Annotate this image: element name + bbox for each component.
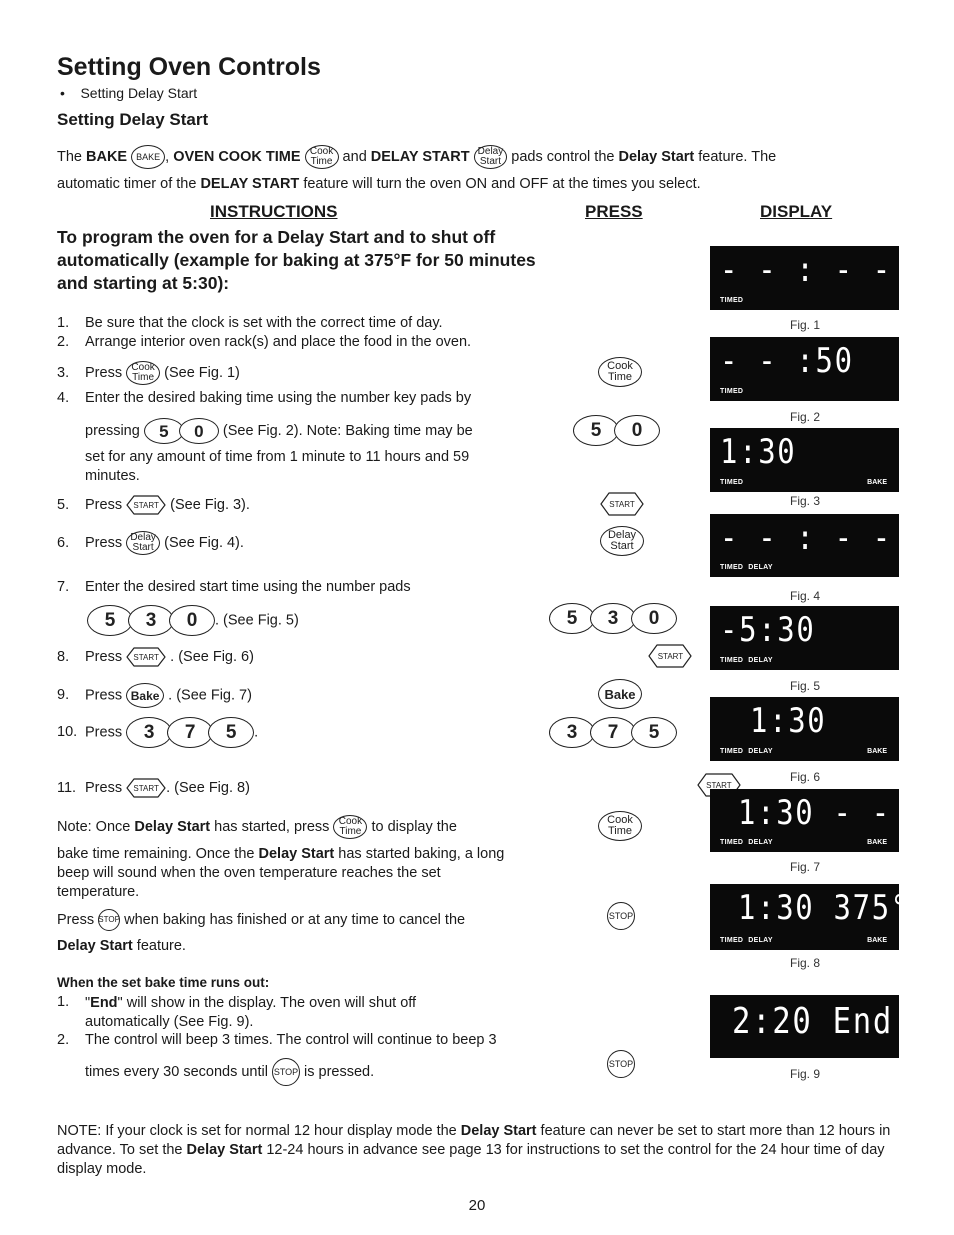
- digit-3-pad: 3: [128, 605, 174, 636]
- program-heading: To program the oven for a Delay Start and to shut off automatically (example for baking at 375°F for 50 minutes and starting at 5:30):: [57, 227, 536, 293]
- press-bake-pad: Bake: [598, 679, 642, 709]
- step-5: 5. Press START (See Fig. 3).: [57, 494, 250, 516]
- press-stop-pad: STOP: [607, 902, 635, 930]
- fig-caption: Fig. 9: [790, 1067, 821, 1081]
- digit-0-pad: 0: [631, 603, 677, 634]
- press-cook-time-pad: Cook Time: [598, 357, 642, 387]
- stop-note-line: Press STOP when baking has finished or at any time to cancel the: [57, 909, 465, 931]
- cook-time-pad-icon: Cook Time: [333, 815, 367, 839]
- step-4-pressing: pressing 5 0 (See Fig. 2). Note: Baking time may be: [85, 418, 473, 444]
- oven-display-fig2: - - :50 TIMED: [710, 337, 899, 401]
- digit-0-pad: 0: [614, 415, 660, 446]
- digit-0-pad: 0: [179, 418, 219, 444]
- fig-caption: Fig. 4: [790, 589, 821, 603]
- fig-caption: Fig. 5: [790, 679, 821, 693]
- step-9: 9. Press Bake . (See Fig. 7): [57, 683, 252, 708]
- digit-0-pad: 0: [169, 605, 215, 636]
- step-8: 8. Press START . (See Fig. 6): [57, 646, 254, 668]
- oven-display-fig9: 2:20 End: [710, 995, 899, 1058]
- fig-caption: Fig. 2: [790, 410, 821, 424]
- digit-3-pad: 3: [590, 603, 636, 634]
- cook-time-pad-icon: Cook Time: [305, 145, 339, 169]
- press-delay-start-pad: Delay Start: [600, 526, 644, 556]
- fig-caption: Fig. 6: [790, 770, 821, 784]
- press-stop-pad: STOP: [607, 1050, 635, 1078]
- oven-display-fig5: -5:30 TIMED DELAY: [710, 606, 899, 670]
- step-11: 11. Press START . (See Fig. 8): [57, 777, 250, 799]
- press-digits-50: [573, 415, 660, 446]
- digit-7-pad: 7: [590, 717, 636, 748]
- digit-5-pad: 5: [208, 717, 254, 748]
- step-6: 6. Press Delay Start (See Fig. 4).: [57, 532, 244, 553]
- note-once-line: Note: Once Delay Start has started, press Cook Time to display the: [57, 816, 457, 837]
- step-3: 3. Press Cook Time (See Fig. 1): [57, 362, 240, 383]
- runs-out-item-1-text: "End" will show in the display. The oven will shut off automatically (See Fig. 9).: [85, 995, 417, 1030]
- digit-3-pad: 3: [126, 717, 172, 748]
- runs-out-item-2: 2. The control will beep 3 times. The control will continue to beep 3: [57, 1032, 497, 1048]
- bottom-note: NOTE: If your clock is set for normal 12 hour display mode the Delay Start feature can never be set to start more than 12 hours in advance. To set the Delay Start 12-24 hours in advance see page 13 for instructions to set the control for the 24 hour time of day display mode.: [57, 1123, 891, 1177]
- fig-caption: Fig. 3: [790, 494, 821, 508]
- digit-5-pad: 5: [87, 605, 133, 636]
- stop-pad-icon: STOP: [98, 909, 120, 931]
- press-start-pad: START: [600, 491, 644, 517]
- fig-caption: Fig. 8: [790, 956, 821, 970]
- delay-start-pad-icon: Delay Start: [474, 145, 508, 169]
- bake-pad-icon: Bake: [126, 683, 164, 708]
- runs-out-item-2-cont: times every 30 seconds until STOP is pressed.: [85, 1058, 374, 1086]
- step-4: 4. Enter the desired baking time using the number key pads by: [57, 390, 472, 406]
- step-1: 1. Be sure that the clock is set with the correct time of day.: [57, 315, 443, 331]
- display-header: DISPLAY: [760, 202, 833, 221]
- start-pad-icon: START: [126, 777, 166, 799]
- digit-5-pad: 5: [549, 603, 595, 634]
- press-digits-530: [549, 603, 677, 634]
- oven-display-fig8: 1:30 375° TIMED DELAY BAKE: [710, 884, 899, 950]
- oven-display-fig3: 1:30 TIMED BAKE: [710, 428, 899, 492]
- page-number: 20: [468, 1197, 486, 1214]
- intro-line-1: The BAKE BAKE , OVEN COOK TIME Cook Time and DELAY START Delay Start pads control the Delay Start feature. The: [57, 146, 777, 168]
- digit-3-pad: 3: [549, 717, 595, 748]
- oven-display-fig4: - - : - - TIMED DELAY: [710, 514, 899, 577]
- oven-display-fig1: - - : - - TIMED: [710, 246, 899, 310]
- page-title: Setting Oven Controls: [57, 53, 321, 81]
- step-10: 10. Press 3 7 5 .: [57, 717, 258, 748]
- digit-7-pad: 7: [167, 717, 213, 748]
- bullet-item: • Setting Delay Start: [60, 85, 198, 101]
- bake-pad-icon: BAKE: [131, 145, 165, 169]
- oven-display-fig7: 1:30 - - - TIMED DELAY BAKE: [710, 789, 899, 852]
- digit-5-pad: 5: [631, 717, 677, 748]
- press-cook-time-pad: Cook Time: [598, 811, 642, 841]
- press-start-pad: START: [697, 772, 741, 798]
- runs-out-heading: When the set bake time runs out:: [57, 975, 270, 990]
- section-title: Setting Delay Start: [57, 110, 209, 129]
- cook-time-pad-icon: Cook Time: [126, 361, 160, 385]
- press-header: PRESS: [585, 202, 643, 221]
- start-pad-icon: START: [126, 646, 166, 668]
- stop-pad-icon: STOP: [272, 1058, 300, 1086]
- digit-5-pad: 5: [144, 418, 184, 444]
- step-2: 2. Arrange interior oven rack(s) and place the food in the oven.: [57, 334, 472, 350]
- intro-line-2: automatic timer of the DELAY START feature will turn the oven ON and OFF at the times you select.: [57, 176, 701, 192]
- stop-note-cont: Delay Start feature.: [57, 938, 186, 954]
- press-start-pad: START: [648, 643, 692, 669]
- step-7: 7. Enter the desired start time using the number pads: [57, 579, 411, 595]
- note-once-cont: bake time remaining. Once the Delay Start has started baking, a long beep will sound when the oven temperature reaches the set temperature.: [57, 846, 505, 900]
- step-4-cont: set for any amount of time from 1 minute to 11 hours and 59 minutes.: [85, 449, 470, 484]
- instructions-header: INSTRUCTIONS: [210, 202, 338, 221]
- digit-5-pad: 5: [573, 415, 619, 446]
- fig-caption: Fig. 7: [790, 860, 821, 874]
- start-pad-icon: START: [126, 494, 166, 516]
- delay-start-pad-icon: Delay Start: [126, 531, 160, 555]
- oven-display-fig6: 1:30 TIMED DELAY BAKE: [710, 697, 899, 761]
- fig-caption: Fig. 1: [790, 318, 821, 332]
- press-digits-375: [549, 717, 677, 748]
- runs-out-item-1: 1.: [57, 994, 70, 1010]
- step-7-pads: 5 3 0 . (See Fig. 5): [87, 605, 299, 636]
